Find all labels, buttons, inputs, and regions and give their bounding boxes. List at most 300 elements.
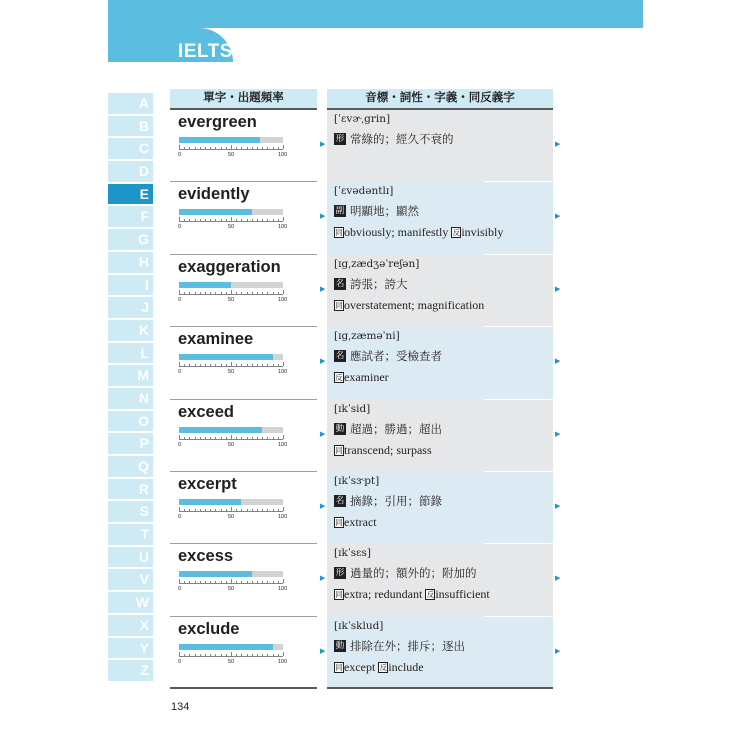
alphabet-tab-y[interactable]: Y	[108, 638, 153, 659]
alphabet-tab-s[interactable]: S	[108, 501, 153, 522]
scale-tick	[195, 654, 196, 656]
scale-tick	[189, 509, 190, 511]
scale-tick	[184, 437, 185, 439]
scale-tick	[195, 292, 196, 294]
meaning: 超過；勝過；超出	[350, 421, 442, 436]
pointer-arrow-icon: ▶	[555, 213, 561, 221]
scale-tick	[205, 437, 206, 439]
synonyms: transcend; surpass	[344, 442, 432, 457]
scale-tick	[247, 581, 248, 583]
part-of-speech-badge: 名	[335, 278, 345, 289]
meaning: 常綠的；經久不衰的	[350, 132, 454, 146]
word-row	[170, 472, 562, 544]
scale-tick	[267, 292, 268, 294]
alphabet-tab-v[interactable]: V	[108, 569, 153, 590]
antonyms: invisibly	[461, 225, 504, 240]
synonym-tag: 反	[335, 373, 343, 383]
alphabet-tab-l[interactable]: L	[108, 343, 153, 364]
scale-tick	[283, 579, 284, 583]
scale-tick	[236, 364, 237, 366]
scale-tick	[247, 219, 248, 221]
word-row	[170, 255, 562, 327]
frequency-bar-fill	[179, 571, 252, 577]
definition-line	[334, 565, 477, 581]
scale-tick	[278, 147, 279, 149]
synonym-tag: 同	[335, 445, 343, 455]
frequency-bar	[179, 571, 283, 577]
scale-tick	[231, 579, 232, 583]
scale-label-min: 0	[178, 224, 182, 231]
scale-tick	[179, 362, 180, 366]
scale-label-max: 100	[278, 296, 288, 303]
alphabet-tab-d[interactable]: D	[108, 161, 153, 182]
pointer-arrow-icon: ▶	[555, 141, 561, 148]
scale-tick	[247, 654, 248, 656]
scale-label-mid: 50	[228, 224, 235, 231]
scale-tick	[252, 437, 253, 439]
vocab-word: exclude	[178, 619, 240, 638]
synonym-antonym-line	[334, 515, 377, 530]
vocab-word: excess	[178, 547, 234, 566]
scale-tick	[273, 147, 274, 149]
scale-tick	[252, 654, 253, 656]
scale-tick	[273, 654, 274, 656]
scale-tick	[189, 581, 190, 583]
scale-tick	[184, 509, 185, 511]
phonetic: [ɪgˌzæməˈni]	[334, 330, 400, 343]
meaning: 摘錄；引用；節錄	[350, 493, 442, 508]
word-row	[170, 110, 562, 182]
scale-tick	[257, 219, 258, 221]
scale-tick	[179, 145, 180, 149]
scale-tick	[267, 219, 268, 221]
frequency-bar-fill	[179, 137, 260, 143]
scale-label-max: 100	[278, 586, 288, 593]
frequency-bar-fill	[179, 282, 231, 288]
frequency-scale	[179, 435, 283, 440]
phonetic: [ɪkˈsklud]	[334, 619, 384, 632]
vocab-word: evidently	[178, 185, 250, 204]
header-banner	[108, 0, 643, 62]
scale-tick	[273, 437, 274, 439]
scale-tick	[195, 147, 196, 149]
alphabet-tab-q[interactable]: Q	[108, 456, 153, 477]
scale-tick	[241, 292, 242, 294]
alphabet-tab-p[interactable]: P	[108, 433, 153, 454]
meaning: 過量的；額外的；附加的	[350, 566, 477, 581]
scale-tick	[267, 364, 268, 366]
scale-tick	[283, 435, 284, 439]
scale-tick	[252, 509, 253, 511]
alphabet-tab-w[interactable]: W	[108, 592, 153, 613]
frequency-scale	[179, 145, 283, 150]
scale-tick	[262, 654, 263, 656]
scale-tick	[189, 292, 190, 294]
scale-tick	[257, 581, 258, 583]
scale-tick	[210, 219, 211, 221]
scale-tick	[283, 217, 284, 221]
part-of-speech-badge: 名	[335, 495, 345, 506]
scale-tick	[210, 509, 211, 511]
alphabet-tab-h[interactable]: H	[108, 252, 153, 273]
scale-tick	[236, 292, 237, 294]
scale-tick	[267, 581, 268, 583]
scale-tick	[231, 290, 232, 294]
scale-tick	[210, 581, 211, 583]
frequency-bar	[179, 644, 283, 650]
scale-label-max: 100	[278, 513, 288, 520]
scale-tick	[221, 654, 222, 656]
scale-tick	[262, 292, 263, 294]
vocab-word: examinee	[178, 330, 254, 349]
synonym-tag: 同	[335, 228, 343, 238]
scale-tick	[205, 292, 206, 294]
alphabet-tab-o[interactable]: O	[108, 411, 153, 432]
meaning: 明顯地；顯然	[350, 204, 419, 219]
alphabet-tab-a[interactable]: A	[108, 93, 153, 114]
scale-tick	[184, 581, 185, 583]
frequency-scale	[179, 507, 283, 512]
scale-tick	[195, 509, 196, 511]
scale-tick	[226, 147, 227, 149]
pointer-arrow-icon: ▶	[320, 358, 326, 366]
scale-tick	[210, 654, 211, 656]
scale-tick	[226, 581, 227, 583]
scale-tick	[205, 509, 206, 511]
frequency-bar	[179, 499, 283, 505]
part-of-speech-badge: 名	[335, 351, 345, 362]
part-of-speech-badge: 副	[335, 206, 345, 217]
scale-tick	[215, 654, 216, 656]
pointer-arrow-icon: ▶	[555, 285, 561, 293]
details-cell	[327, 617, 553, 689]
alphabet-index	[108, 93, 153, 683]
page-number: 134	[171, 701, 190, 713]
pointer-arrow-icon: ▶	[320, 285, 326, 293]
details-cell	[327, 110, 553, 182]
word-row	[170, 182, 562, 254]
scale-tick	[189, 364, 190, 366]
scale-tick	[184, 364, 185, 366]
scale-tick	[226, 364, 227, 366]
scale-tick	[184, 292, 185, 294]
scale-tick	[252, 292, 253, 294]
definition-line	[334, 493, 442, 509]
scale-tick	[236, 581, 237, 583]
scale-tick	[205, 147, 206, 149]
scale-tick	[257, 292, 258, 294]
scale-tick	[241, 437, 242, 439]
definition-line	[334, 348, 442, 364]
meaning: 應試者；受檢查者	[350, 349, 442, 364]
scale-tick	[195, 437, 196, 439]
scale-tick	[215, 364, 216, 366]
scale-tick	[221, 509, 222, 511]
pointer-arrow-icon: ▶	[320, 430, 326, 438]
synonym-antonym-line	[334, 298, 484, 313]
scale-label-max: 100	[278, 658, 288, 665]
scale-tick	[236, 437, 237, 439]
scale-tick	[215, 437, 216, 439]
scale-tick	[226, 509, 227, 511]
scale-tick	[215, 292, 216, 294]
frequency-bar	[179, 427, 283, 433]
frequency-bar	[179, 137, 283, 143]
scale-tick	[241, 654, 242, 656]
pointer-arrow-icon: ▶	[555, 647, 561, 655]
scale-tick	[210, 147, 211, 149]
alphabet-tab-m[interactable]: M	[108, 365, 153, 386]
scale-tick	[215, 581, 216, 583]
scale-tick	[278, 364, 279, 366]
scale-tick	[283, 362, 284, 366]
meaning: 誇張；誇大	[350, 276, 408, 291]
antonyms: include	[388, 659, 424, 674]
vocab-word: exaggeration	[178, 257, 281, 276]
frequency-scale	[179, 362, 283, 367]
scale-tick	[267, 147, 268, 149]
synonyms: extract	[344, 514, 377, 529]
scale-tick	[247, 437, 248, 439]
scale-tick	[231, 652, 232, 656]
phonetic: [ɪkˈsid]	[334, 402, 371, 415]
scale-tick	[189, 437, 190, 439]
scale-tick	[200, 437, 201, 439]
frequency-scale	[179, 290, 283, 295]
scale-tick	[221, 581, 222, 583]
scale-tick	[247, 364, 248, 366]
synonyms: obviously; manifestly	[344, 225, 452, 240]
alphabet-tab-i[interactable]: I	[108, 275, 153, 296]
word-cell	[170, 472, 317, 544]
scale-label-mid: 50	[228, 513, 235, 520]
scale-tick	[283, 145, 284, 149]
part-of-speech-badge: 動	[335, 423, 345, 434]
scale-tick	[231, 145, 232, 149]
scale-label-mid: 50	[228, 369, 235, 376]
scale-tick	[236, 654, 237, 656]
scale-tick	[200, 581, 201, 583]
scale-tick	[226, 654, 227, 656]
word-row	[170, 327, 562, 399]
scale-tick	[283, 652, 284, 656]
scale-tick	[267, 509, 268, 511]
scale-tick	[215, 509, 216, 511]
synonym-tag: 同	[335, 662, 343, 672]
frequency-bar-fill	[179, 354, 273, 360]
vocab-word: evergreen	[178, 113, 257, 131]
scale-tick	[179, 579, 180, 583]
scale-tick	[247, 509, 248, 511]
word-row	[170, 400, 562, 472]
pointer-arrow-icon: ▶	[555, 430, 561, 438]
scale-tick	[200, 509, 201, 511]
word-row	[170, 544, 562, 616]
word-cell	[170, 617, 317, 689]
scale-tick	[205, 654, 206, 656]
scale-tick	[273, 292, 274, 294]
scale-tick	[200, 219, 201, 221]
frequency-bar	[179, 282, 283, 288]
alphabet-tab-x[interactable]: X	[108, 615, 153, 636]
alphabet-tab-g[interactable]: G	[108, 229, 153, 250]
scale-tick	[252, 581, 253, 583]
scale-tick	[257, 437, 258, 439]
scale-tick	[200, 364, 201, 366]
frequency-bar-fill	[179, 644, 273, 650]
bottom-rule	[327, 687, 553, 689]
scale-tick	[278, 581, 279, 583]
synonyms: overstatement; magnification	[344, 297, 485, 312]
header-band	[108, 0, 643, 28]
word-cell	[170, 255, 317, 327]
definition-line	[334, 131, 454, 147]
scale-tick	[278, 654, 279, 656]
phonetic: [ˈɛvɚˌgrin]	[334, 113, 391, 125]
antonym-tag: 反	[379, 662, 388, 672]
scale-tick	[283, 507, 284, 511]
scale-label-max: 100	[278, 152, 288, 158]
scale-tick	[215, 147, 216, 149]
scale-tick	[267, 437, 268, 439]
scale-tick	[236, 147, 237, 149]
alphabet-tab-k[interactable]: K	[108, 320, 153, 341]
vocab-word: exceed	[178, 402, 234, 421]
alphabet-tab-j[interactable]: J	[108, 297, 153, 318]
frequency-scale	[179, 652, 283, 657]
scale-label-min: 0	[178, 441, 182, 448]
part-of-speech-badge: 形	[335, 134, 345, 144]
scale-tick	[257, 364, 258, 366]
synonym-antonym-line	[334, 370, 389, 385]
scale-tick	[179, 507, 180, 511]
scale-tick	[179, 652, 180, 656]
meaning: 排除在外；排斥；逐出	[350, 638, 465, 653]
pointer-arrow-icon: ▶	[320, 647, 326, 655]
scale-tick	[195, 581, 196, 583]
vocab-word: excerpt	[178, 474, 237, 493]
scale-tick	[252, 147, 253, 149]
details-cell	[327, 472, 553, 544]
alphabet-tab-b[interactable]: B	[108, 116, 153, 137]
scale-tick	[184, 147, 185, 149]
scale-tick	[205, 364, 206, 366]
scale-tick	[278, 437, 279, 439]
alphabet-tab-f[interactable]: F	[108, 206, 153, 227]
alphabet-tab-z[interactable]: Z	[108, 660, 153, 681]
phonetic: [ɪkˈsɝpt]	[334, 474, 380, 487]
scale-label-min: 0	[178, 296, 182, 303]
scale-tick	[262, 147, 263, 149]
scale-label-mid: 50	[228, 658, 235, 665]
scale-label-max: 100	[278, 441, 288, 448]
scale-tick	[273, 219, 274, 221]
synonyms: extra; redundant	[344, 587, 426, 602]
scale-label-min: 0	[178, 586, 182, 593]
frequency-bar	[179, 354, 283, 360]
word-cell	[170, 327, 317, 399]
alphabet-tab-c[interactable]: C	[108, 138, 153, 159]
antonym-tag: 反	[426, 590, 435, 600]
scale-tick	[252, 364, 253, 366]
details-cell	[327, 182, 553, 254]
scale-tick	[247, 292, 248, 294]
scale-tick	[236, 509, 237, 511]
scale-tick	[262, 509, 263, 511]
phonetic: [ɪkˈsɛs]	[334, 547, 372, 560]
scale-tick	[210, 292, 211, 294]
phonetic: [ɪgˌzædʒəˈreʃən]	[334, 257, 420, 270]
book-title: IELTS	[178, 41, 233, 62]
scale-tick	[241, 147, 242, 149]
details-cell	[327, 544, 553, 616]
scale-tick	[189, 219, 190, 221]
synonyms: examiner	[344, 370, 389, 385]
scale-tick	[210, 437, 211, 439]
pointer-arrow-icon: ▶	[320, 213, 326, 221]
scale-tick	[200, 654, 201, 656]
scale-tick	[205, 581, 206, 583]
scale-tick	[179, 435, 180, 439]
definition-line	[334, 638, 465, 654]
alphabet-tab-n[interactable]: N	[108, 388, 153, 409]
scale-tick	[278, 219, 279, 221]
scale-tick	[241, 581, 242, 583]
scale-tick	[231, 507, 232, 511]
synonym-tag: 同	[335, 300, 343, 310]
scale-tick	[226, 437, 227, 439]
pointer-arrow-icon: ▶	[555, 575, 561, 583]
scale-tick	[221, 292, 222, 294]
vocabulary-table	[170, 110, 562, 689]
frequency-bar-fill	[179, 209, 252, 215]
alphabet-tab-e[interactable]: E	[108, 184, 153, 205]
scale-label-mid: 50	[228, 586, 235, 593]
scale-label-min: 0	[178, 369, 182, 376]
scale-tick	[278, 509, 279, 511]
word-row	[170, 617, 562, 689]
alphabet-tab-u[interactable]: U	[108, 547, 153, 568]
scale-tick	[252, 219, 253, 221]
synonym-antonym-line	[334, 660, 424, 675]
scale-tick	[189, 654, 190, 656]
scale-tick	[221, 147, 222, 149]
scale-tick	[278, 292, 279, 294]
scale-label-mid: 50	[228, 296, 235, 303]
scale-tick	[184, 219, 185, 221]
scale-tick	[221, 437, 222, 439]
scale-tick	[195, 219, 196, 221]
scale-tick	[215, 219, 216, 221]
details-cell	[327, 255, 553, 327]
part-of-speech-badge: 動	[335, 640, 345, 651]
alphabet-tab-t[interactable]: T	[108, 524, 153, 545]
definition-line	[334, 203, 419, 219]
scale-tick	[195, 364, 196, 366]
scale-tick	[262, 364, 263, 366]
scale-label-max: 100	[278, 224, 288, 231]
frequency-scale	[179, 217, 283, 222]
antonyms: insufficient	[435, 587, 490, 602]
alphabet-tab-r[interactable]: R	[108, 479, 153, 500]
word-cell	[170, 110, 317, 182]
scale-tick	[236, 219, 237, 221]
synonym-antonym-line	[334, 225, 503, 240]
scale-tick	[226, 219, 227, 221]
pointer-arrow-icon: ▶	[320, 502, 326, 510]
column-header-word: 單字・出題頻率	[170, 89, 317, 108]
scale-tick	[262, 219, 263, 221]
